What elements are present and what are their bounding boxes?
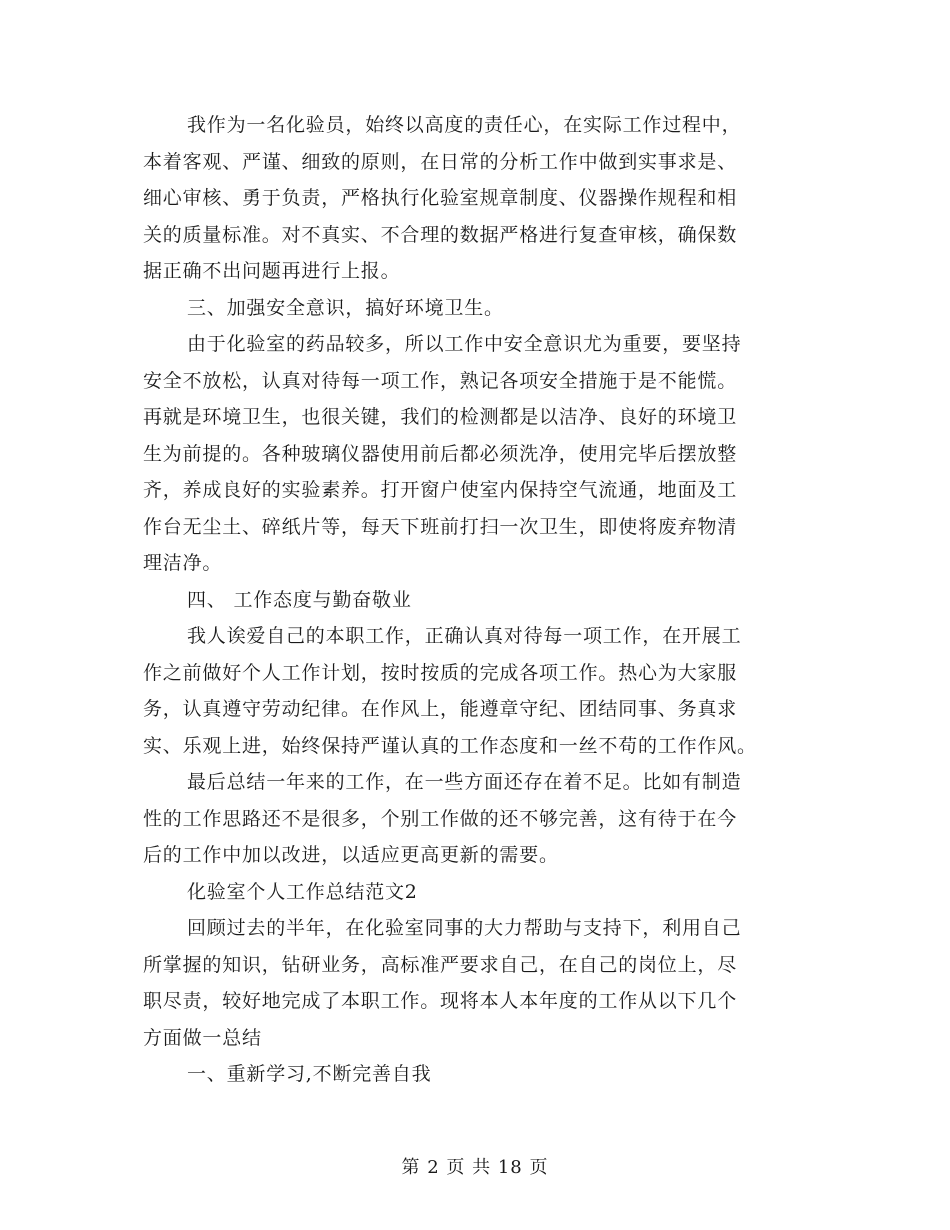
text-line: 据正确不出问题再进行上报。 [143, 260, 401, 282]
text-line: 四、 工作态度与勤奋敬业 [187, 588, 412, 611]
text-line: 安全不放松，认真对待每一项工作，熟记各项安全措施于是不能慌。 [143, 369, 738, 392]
text-line: 务，认真遵守劳动纪律。在作风上，能遵章守纪、团结同事、务真求 [143, 698, 738, 720]
text-line: 实、乐观上进，始终保持严谨认真的工作态度和一丝不苟的工作作风。 [143, 734, 757, 757]
text-line: 一、重新学习,不断完善自我 [187, 1063, 432, 1085]
text-line: 理洁净。 [143, 552, 223, 574]
text-line: 所掌握的知识，钻研业务，高标准严要求自己，在自己的岗位上，尽 [143, 953, 738, 976]
text-line: 细心审核、勇于负责，严格执行化验室规章制度、仪器操作规程和相 [143, 187, 738, 209]
text-line: 再就是环境卫生，也很关键，我们的检测都是以洁净、良好的环境卫 [143, 406, 738, 428]
text-line: 作台无尘土、碎纸片等，每天下班前打扫一次卫生，即使将废弃物清 [143, 515, 738, 538]
text-line: 关的质量标准。对不真实、不合理的数据严格进行复查审核，确保数 [143, 223, 738, 246]
document-body [143, 107, 813, 1093]
text-line: 三、加强安全意识，搞好环境卫生。 [187, 296, 504, 319]
text-line: 化验室个人工作总结范文2 [187, 880, 418, 903]
page-number: 第 2 页 共 18 页 [401, 1157, 549, 1178]
text-line: 作之前做好个人工作计划，按时按质的完成各项工作。热心为大家服 [143, 661, 738, 684]
text-line: 方面做一总结 [143, 1026, 262, 1049]
text-line: 我人诶爱自己的本职工作，正确认真对待每一项工作，在开展工 [187, 625, 742, 647]
text-line: 后的工作中加以改进，以适应更高更新的需要。 [143, 844, 559, 866]
text-line: 齐，养成良好的实验素养。打开窗户使室内保持空气流通，地面及工 [143, 479, 738, 501]
text-line: 最后总结一年来的工作，在一些方面还存在着不足。比如有制造 [187, 771, 742, 793]
text-line: 回顾过去的半年，在化验室同事的大力帮助与支持下，利用自己 [187, 917, 742, 939]
text-line: 职尽责，较好地完成了本职工作。现将本人本年度的工作从以下几个 [143, 990, 738, 1012]
text-line: 由于化验室的药品较多，所以工作中安全意识尤为重要，要坚持 [187, 333, 742, 355]
text-line: 我作为一名化验员，始终以高度的责任心，在实际工作过程中， [187, 114, 742, 136]
text-line: 性的工作思路还不是很多，个别工作做的还不够完善，这有待于在今 [143, 807, 738, 830]
text-line: 生为前提的。各种玻璃仪器使用前后都必须洗净，使用完毕后摆放整 [143, 442, 738, 465]
text-line: 本着客观、严谨、细致的原则，在日常的分析工作中做到实事求是、 [143, 150, 738, 173]
